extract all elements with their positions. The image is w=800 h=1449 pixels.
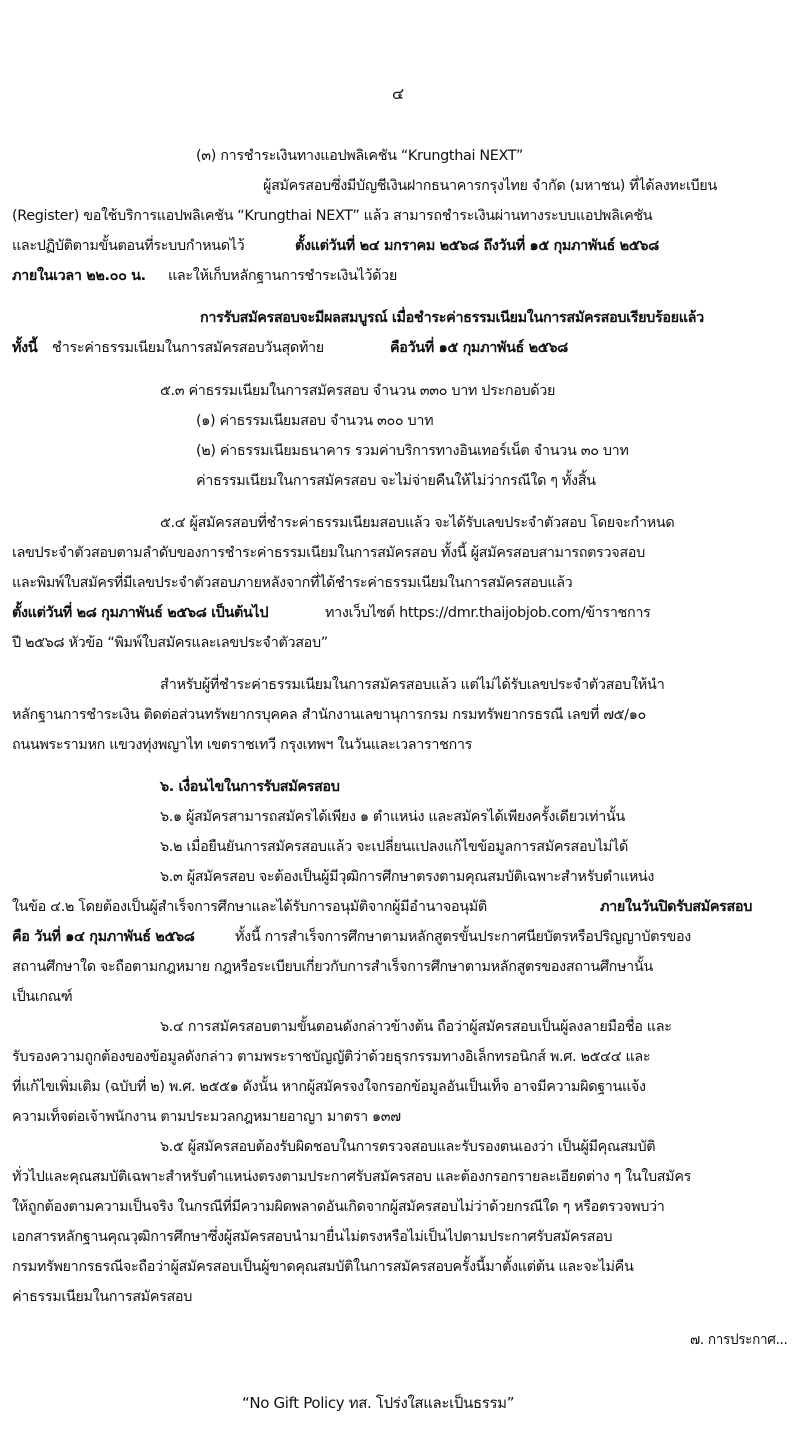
text-line: ให้ถูกต้องตามความเป็นจริง ในกรณีที่มีความผิดพลาดอันเกิดจากผู้สมัครสอบไม่ว่าด้วยกรณีใด ๆ หรือตรวจพบว่า [12,1199,665,1215]
text-line: ๖.๕ ผู้สมัครสอบต้องรับผิดชอบในการตรวจสอบและรับรองตนเองว่า เป็นผู้มีคุณสมบัติ [160,1139,656,1155]
text-line: ค่าธรรมเนียมในการสมัครสอบ จะไม่จ่ายคืนให้ไม่ว่ากรณีใด ๆ ทั้งสิ้น [196,473,596,489]
text-line: การรับสมัครสอบจะมีผลสมบูรณ์ เมื่อชำระค่าธรรมเนียมในการสมัครสอบเรียบร้อยแล้ว [200,310,704,326]
text-line: ค่าธรรมเนียมในการสมัครสอบ [12,1289,192,1305]
text-line: ผู้สมัครสอบซึ่งมีบัญชีเงินฝากธนาคารกรุงไทย จำกัด (มหาชน) ที่ได้ลงทะเบียน [263,178,717,194]
text-line: กรมทรัพยากรธรณีจะถือว่าผู้สมัครสอบเป็นผู้ขาดคุณสมบัติในการสมัครสอบครั้งนี้มาตั้งแต่ต้น และจะไม่คืน [12,1259,634,1275]
text-line: สถานศึกษาใด จะถือตามกฎหมาย กฎหรือระเบียบเกี่ยวกับการสำเร็จการศึกษาตามหลักสูตรของสถานศึกษานั้น [12,959,653,975]
text-line: ๖.๒ เมื่อยืนยันการสมัครสอบแล้ว จะเปลี่ยนแปลงแก้ไขข้อมูลการสมัครสอบไม่ได้ [160,839,628,855]
text-line: ตั้งแต่วันที่ ๒๔ มกราคม ๒๕๖๘ ถึงวันที่ ๑๕ กุมภาพันธ์ ๒๕๖๘ [295,238,659,254]
text-line: (๑) ค่าธรรมเนียมสอบ จำนวน ๓๐๐ บาท [196,413,434,429]
text-line: ๖.๓ ผู้สมัครสอบ จะต้องเป็นผู้มีวุฒิการศึกษาตรงตามคุณสมบัติเฉพาะสำหรับตำแหน่ง [160,869,655,885]
text-line: ทั้งนี้ การสำเร็จการศึกษาตามหลักสูตรขั้นประกาศนียบัตรหรือปริญญาบัตรของ [235,929,691,945]
text-line: รับรองความถูกต้องของข้อมูลดังกล่าว ตามพระราชบัญญัติว่าด้วยธุรกรรมทางอิเล็กทรอนิกส์ พ.ศ. ๒๕๔๔ และ [12,1049,651,1065]
text-line: และปฏิบัติตามขั้นตอนที่ระบบกำหนดไว้ [12,238,245,254]
text-line: ทั่วไปและคุณสมบัติเฉพาะสำหรับตำแหน่งตรงตามประกาศรับสมัครสอบ และต้องกรอกรายละเอียดต่าง ๆ ในใบสมัคร [12,1169,691,1185]
text-line: ชำระค่าธรรมเนียมในการสมัครสอบวันสุดท้าย [52,340,324,356]
text-line: เลขประจำตัวสอบตามลำดับของการชำระค่าธรรมเนียมในการสมัครสอบ ทั้งนี้ ผู้สมัครสอบสามารถตรวจสอบ [12,545,645,561]
text-line: ทางเว็บไซต์ https://dmr.thaijobjob.com/ข้าราชการ [325,605,651,621]
text-line: ถนนพระรามหก แขวงทุ่งพญาไท เขตราชเทวี กรุงเทพฯ ในวันและเวลาราชการ [12,737,472,753]
text-line: เอกสารหลักฐานคุณวุฒิการศึกษาซึ่งผู้สมัครสอบนำมายื่นไม่ตรงหรือไม่เป็นไปตามประกาศรับสมัครสอบ [12,1229,613,1245]
text-line: และให้เก็บหลักฐานการชำระเงินไว้ด้วย [168,268,397,284]
text-line: คือ วันที่ ๑๔ กุมภาพันธ์ ๒๕๖๘ [12,929,195,945]
text-line: ภายในวันปิดรับสมัครสอบ [600,899,753,915]
text-line: ๖.๑ ผู้สมัครสามารถสมัครได้เพียง ๑ ตำแหน่ง และสมัครได้เพียงครั้งเดียวเท่านั้น [160,809,625,825]
text-line: หลักฐานการชำระเงิน ติดต่อส่วนทรัพยากรบุคคล สำนักงานเลขานุการกรม กรมทรัพยากรธรณี เลขที่ ๗๕/๑๐ [12,707,646,723]
text-line: ๖. เงื่อนไขในการรับสมัครสอบ [160,779,340,795]
text-line: ตั้งแต่วันที่ ๒๘ กุมภาพันธ์ ๒๕๖๘ เป็นต้นไป [12,605,269,621]
text-line: (๒) ค่าธรรมเนียมธนาคาร รวมค่าบริการทางอินเทอร์เน็ต จำนวน ๓๐ บาท [196,443,629,459]
text-line: ทั้งนี้ [12,340,38,356]
text-line: สำหรับผู้ที่ชำระค่าธรรมเนียมในการสมัครสอบแล้ว แต่ไม่ได้รับเลขประจำตัวสอบให้นำ [160,677,665,693]
text-line: ๗. การประกาศ... [690,1332,788,1348]
text-line: คือวันที่ ๑๕ กุมภาพันธ์ ๒๕๖๘ [390,340,568,356]
text-line: (๓) การชำระเงินทางแอปพลิเคชัน “Krungthai NEXT” [196,148,523,164]
text-line: เป็นเกณฑ์ [12,989,73,1005]
text-line: ความเท็จต่อเจ้าพนักงาน ตามประมวลกฎหมายอาญา มาตรา ๑๓๗ [12,1109,401,1125]
text-line: ๖.๔ การสมัครสอบตามขั้นตอนดังกล่าวข้างต้น ถือว่าผู้สมัครสอบเป็นผู้ลงลายมือชื่อ และ [160,1019,672,1035]
text-line: ที่แก้ไขเพิ่มเติม (ฉบับที่ ๒) พ.ศ. ๒๕๕๑ ดังนั้น หากผู้สมัครจงใจกรอกข้อมูลอันเป็นเท็จ อาจมีความผิดฐานแจ้ง [12,1079,646,1095]
footer-slogan: “No Gift Policy ทส. โปร่งใสและเป็นธรรม” [242,1394,515,1412]
text-line: (Register) ขอใช้บริการแอปพลิเคชัน “Krungthai NEXT” แล้ว สามารถชำระเงินผ่านทางระบบแอปพลิเคชัน [12,208,653,224]
text-line: ในข้อ ๔.๒ โดยต้องเป็นผู้สำเร็จการศึกษาและได้รับการอนุมัติจากผู้มีอำนาจอนุมัติ [12,899,487,915]
text-line: และพิมพ์ใบสมัครที่มีเลขประจำตัวสอบภายหลังจากที่ได้ชำระค่าธรรมเนียมในการสมัครสอบแล้ว [12,575,573,591]
text-line: ๕.๓ ค่าธรรมเนียมในการสมัครสอบ จำนวน ๓๓๐ บาท ประกอบด้วย [160,383,556,399]
text-line: ปี ๒๕๖๘ หัวข้อ “พิมพ์ใบสมัครและเลขประจำตัวสอบ” [12,635,328,651]
text-line: ภายในเวลา ๒๒.๐๐ น. [12,268,146,284]
text-line: ๕.๔ ผู้สมัครสอบที่ชำระค่าธรรมเนียมสอบแล้ว จะได้รับเลขประจำตัวสอบ โดยจะกำหนด [160,515,675,531]
page-number: ๔ [392,84,404,103]
